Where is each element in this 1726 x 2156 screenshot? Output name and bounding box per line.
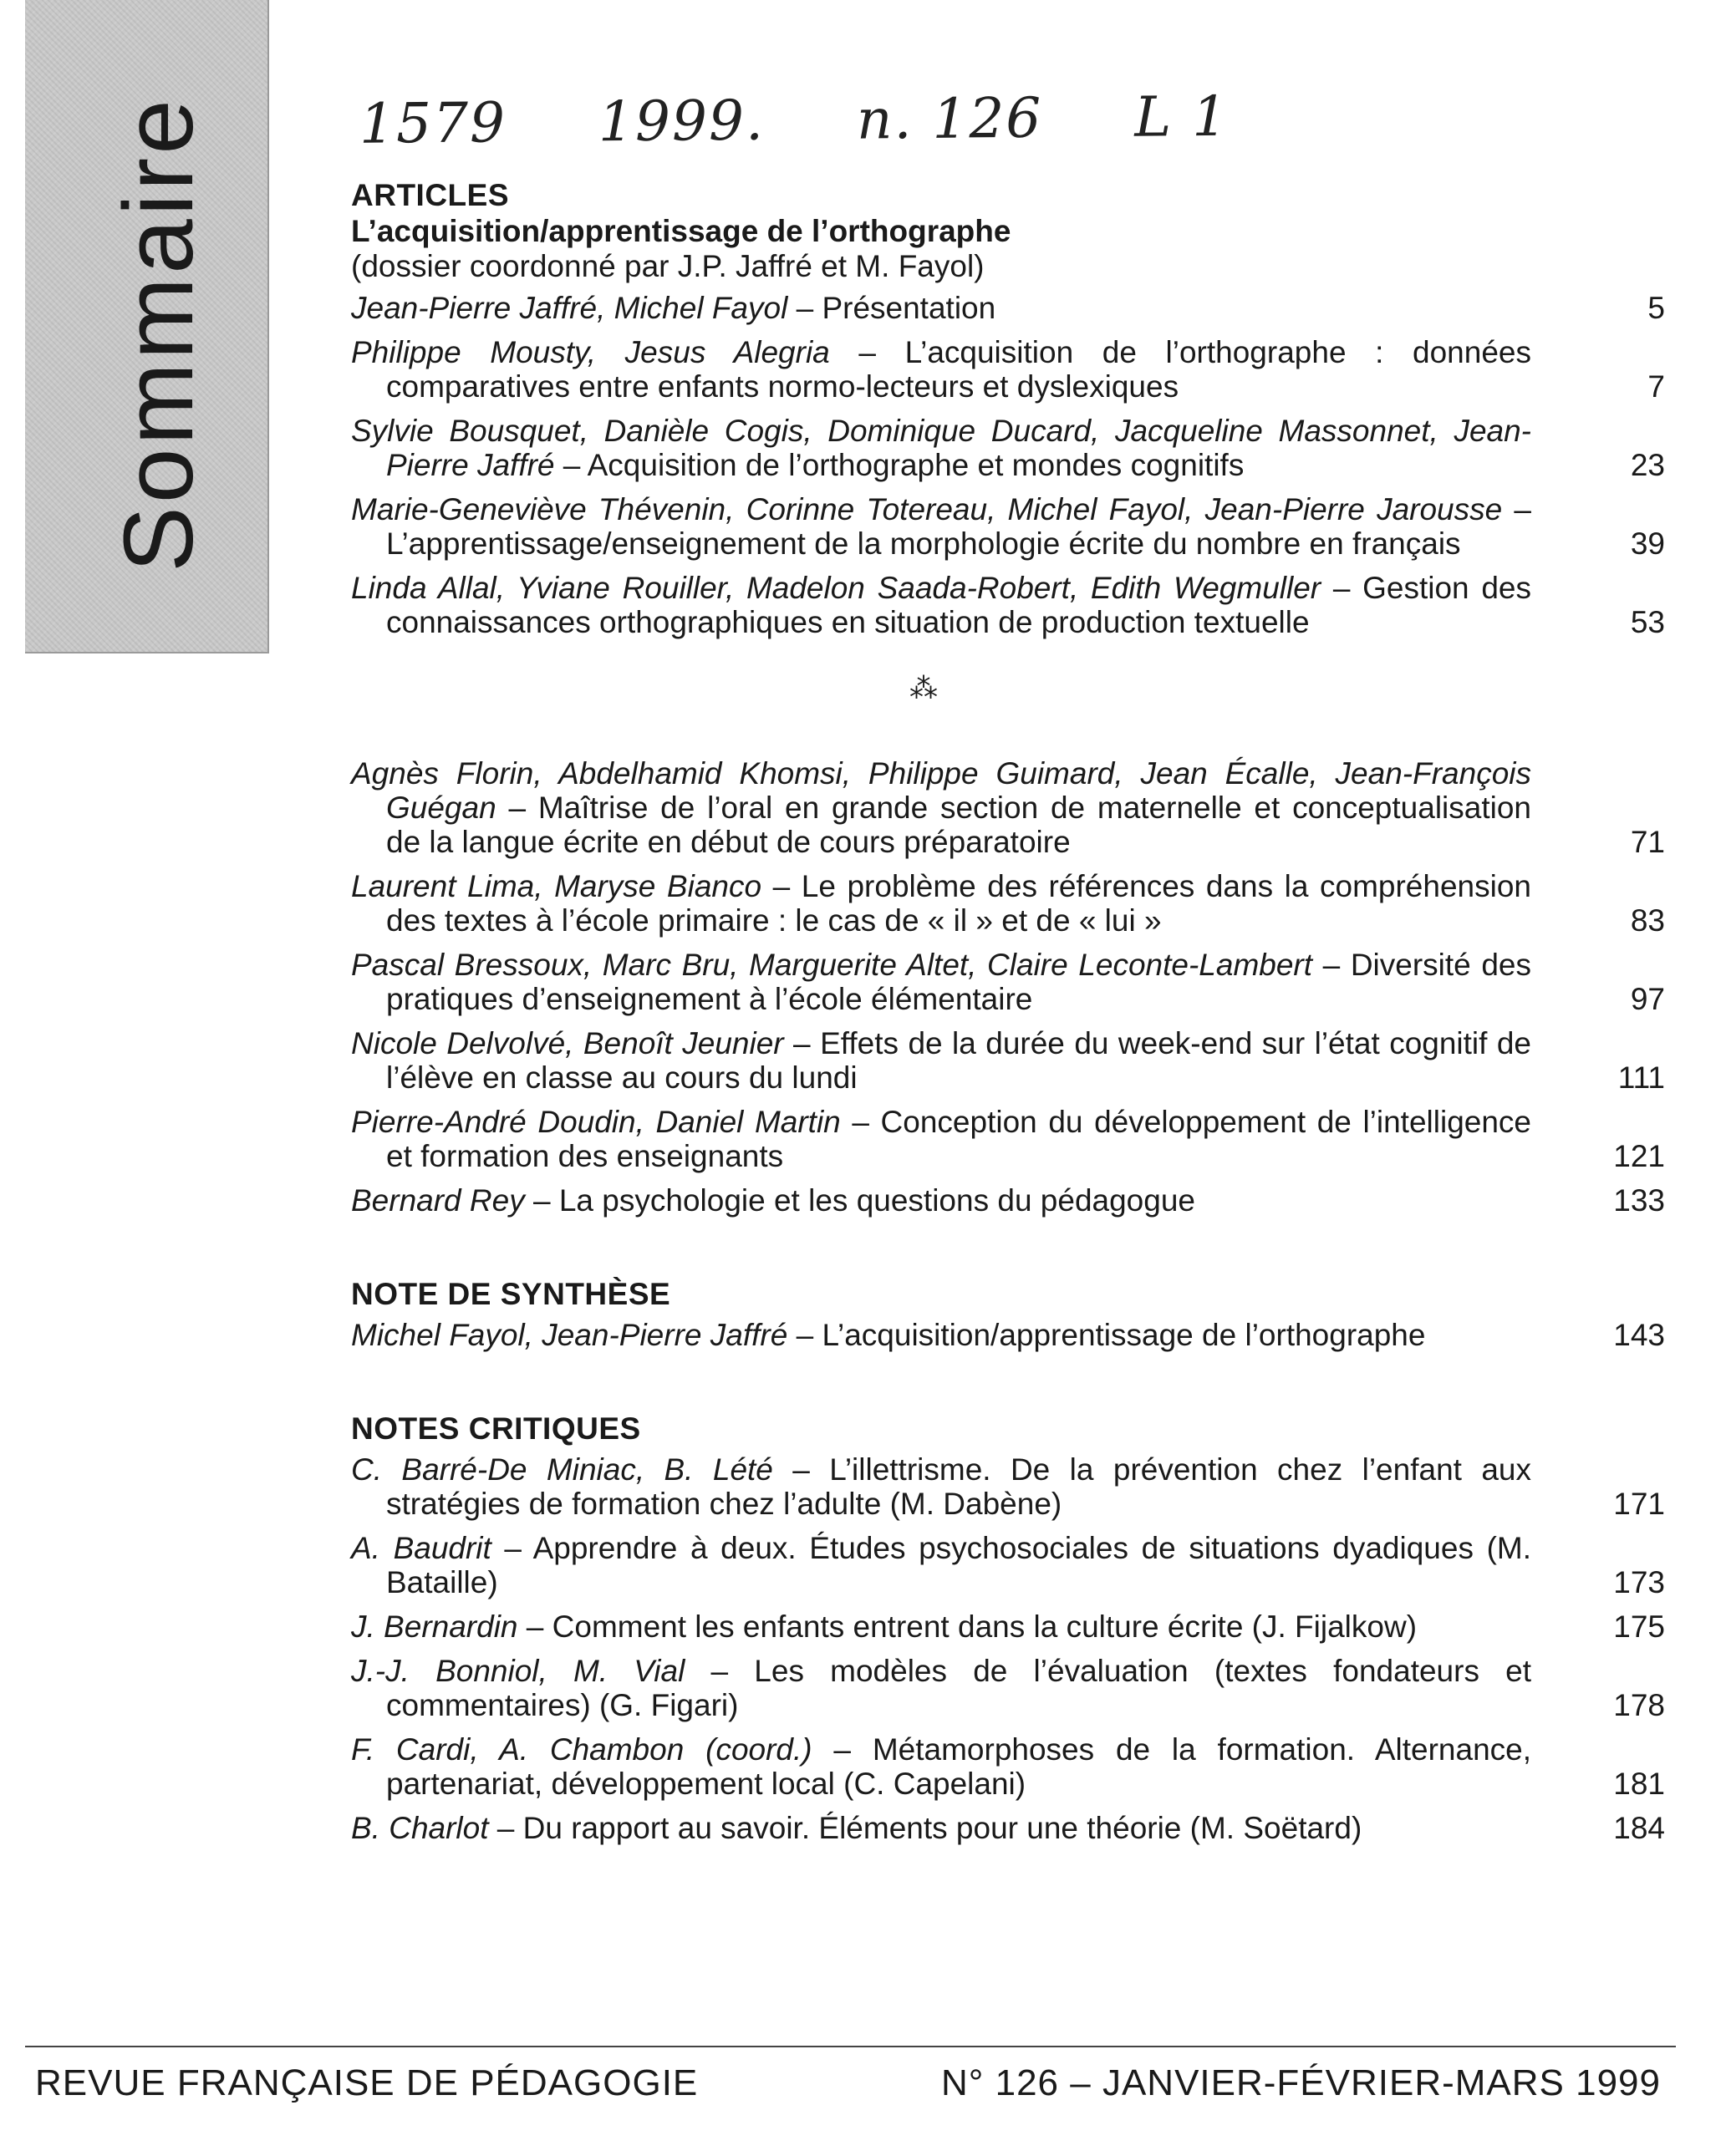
toc-entry-authors: F. Cardi, A. Chambon (coord.) bbox=[351, 1732, 812, 1767]
toc-entry-title: Conception du développement de l’intelligence et formation des enseignants bbox=[386, 1105, 1532, 1173]
toc-entry bbox=[351, 1318, 1672, 1352]
handnote-part: n. 126 bbox=[856, 85, 1043, 152]
toc-entry-separator: – bbox=[812, 1732, 873, 1767]
toc-entry-text bbox=[351, 756, 1531, 859]
toc-entry-text bbox=[351, 1183, 1531, 1218]
toc-entry-separator: – bbox=[840, 1105, 881, 1139]
handnote-part: L 1 bbox=[1134, 84, 1230, 150]
toc-entry bbox=[351, 1183, 1672, 1218]
toc-entry-separator: – bbox=[787, 291, 822, 325]
handwritten-call-number bbox=[359, 84, 1280, 156]
toc-entry-text bbox=[351, 1654, 1531, 1722]
toc-entry-separator: – bbox=[772, 1452, 830, 1487]
toc-entry bbox=[351, 869, 1672, 938]
toc-entry-title: L’illettrisme. De la prévention chez l’enfant aux stratégies de formation chez l’adulte (M. Dabène) bbox=[386, 1452, 1531, 1521]
toc-entry-text bbox=[351, 291, 1531, 325]
toc-entry-title: L’acquisition/apprentissage de l’orthographe bbox=[822, 1318, 1426, 1352]
toc-entry-authors: J.-J. Bonniol, M. Vial bbox=[351, 1654, 685, 1688]
toc-entry-title: Acquisition de l’orthographe et mondes cognitifs bbox=[587, 448, 1245, 482]
toc-entry-authors: C. Barré-De Miniac, B. Lété bbox=[351, 1452, 773, 1487]
toc-entry-title: Apprendre à deux. Études psychosociales de situations dyadiques (M. Bataille) bbox=[386, 1531, 1531, 1599]
toc-entry-authors: Jean-Pierre Jaffré, Michel Fayol bbox=[351, 291, 788, 325]
toc-entry-authors: Michel Fayol, Jean-Pierre Jaffré bbox=[351, 1318, 788, 1352]
toc-entry-page: 143 bbox=[1613, 1318, 1665, 1352]
toc-entry-page: 178 bbox=[1613, 1688, 1665, 1722]
toc-entry bbox=[351, 1732, 1672, 1801]
toc-entry-text bbox=[351, 1452, 1531, 1521]
toc-entry-separator: – bbox=[1502, 492, 1531, 526]
critiques-list bbox=[351, 1452, 1672, 1845]
toc-entry bbox=[351, 1609, 1672, 1644]
section-heading-critiques: NOTES CRITIQUES bbox=[351, 1411, 641, 1446]
toc-entry-text bbox=[351, 1531, 1531, 1599]
toc-entry-text bbox=[351, 1732, 1531, 1801]
toc-entry-page: 53 bbox=[1630, 605, 1665, 639]
toc-entry-title: La psychologie et les questions du pédagogue bbox=[558, 1183, 1195, 1218]
toc-entry bbox=[351, 1026, 1672, 1095]
toc-entry-page: 121 bbox=[1613, 1139, 1665, 1173]
toc-entry bbox=[351, 948, 1672, 1016]
toc-entry-title: L’apprentissage/enseignement de la morphologie écrite du nombre en français bbox=[386, 526, 1461, 561]
synthese-list bbox=[351, 1318, 1672, 1352]
footer-journal-name: REVUE FRANÇAISE DE PÉDAGOGIE bbox=[35, 2062, 699, 2103]
toc-entry-authors: Sylvie Bousquet, Danièle Cogis, Dominique Ducard, Jacqueline Massonnet, Jean-Pierre Jaffré bbox=[351, 414, 1531, 482]
toc-entry-title: L’acquisition de l’orthographe : données comparatives entre enfants normo-lecteurs et dyslexiques bbox=[386, 335, 1531, 404]
toc-entry-page: 83 bbox=[1630, 903, 1665, 938]
toc-entry-title: Les modèles de l’évaluation (textes fondateurs et commentaires) (G. Figari) bbox=[386, 1654, 1532, 1722]
toc-entry-authors: Marie-Geneviève Thévenin, Corinne Totereau, Michel Fayol, Jean-Pierre Jarousse bbox=[351, 492, 1503, 526]
toc-entry bbox=[351, 1531, 1672, 1599]
toc-entry-page: 5 bbox=[1647, 291, 1665, 325]
toc-entry-separator: – bbox=[491, 1531, 533, 1565]
toc-entry-separator: – bbox=[488, 1811, 523, 1845]
toc-entry-authors: Nicole Delvolvé, Benoît Jeunier bbox=[351, 1026, 784, 1060]
toc-entry-separator: – bbox=[685, 1654, 755, 1688]
toc-entry-title: Effets de la durée du week-end sur l’état cognitif de l’élève en classe au cours du lundi bbox=[386, 1026, 1532, 1095]
dossier-title: L’acquisition/apprentissage de l’orthographe bbox=[351, 214, 1011, 248]
toc-entry-separator: – bbox=[787, 1318, 822, 1352]
toc-entry-title: Gestion des connaissances orthographiques en situation de production textuelle bbox=[386, 571, 1531, 639]
toc-entry-authors: A. Baudrit bbox=[351, 1531, 491, 1565]
toc-entry-title: Métamorphoses de la formation. Alternance, partenariat, développement local (C. Capelani) bbox=[386, 1732, 1532, 1801]
toc-entry-page: 39 bbox=[1630, 526, 1665, 561]
toc-entry bbox=[351, 1811, 1672, 1845]
toc-entry-separator: – bbox=[761, 869, 802, 903]
toc-entry-page: 181 bbox=[1613, 1767, 1665, 1801]
toc-entry bbox=[351, 756, 1672, 859]
toc-entry-authors: Philippe Mousty, Jesus Alegria bbox=[351, 335, 830, 369]
footer-rule bbox=[25, 2046, 1676, 2047]
toc-entry-page: 184 bbox=[1613, 1811, 1665, 1845]
toc-entry-text bbox=[351, 1609, 1531, 1644]
toc-entry-text bbox=[351, 571, 1531, 639]
toc-entry-page: 133 bbox=[1613, 1183, 1665, 1218]
toc-entry-text bbox=[351, 335, 1531, 404]
toc-entry bbox=[351, 1654, 1672, 1722]
handnote-part: 1579 bbox=[359, 90, 507, 156]
toc-entry bbox=[351, 1105, 1672, 1173]
toc-entry-separator: – bbox=[496, 791, 538, 825]
toc-entry-separator: – bbox=[524, 1183, 559, 1218]
toc-entry-text bbox=[351, 414, 1531, 482]
toc-entry-separator: – bbox=[1312, 948, 1351, 982]
toc-entry-title: Comment les enfants entrent dans la culture écrite (J. Fijalkow) bbox=[552, 1609, 1418, 1644]
toc-entry-text bbox=[351, 1026, 1531, 1095]
toc-entry-text bbox=[351, 948, 1531, 1016]
toc-entry-authors: Bernard Rey bbox=[351, 1183, 525, 1218]
section-heading-synthese: NOTE DE SYNTHÈSE bbox=[351, 1277, 671, 1311]
toc-entry bbox=[351, 492, 1672, 561]
section-heading-articles: ARTICLES bbox=[351, 178, 509, 212]
toc-entry-page: 71 bbox=[1630, 825, 1665, 859]
side-band bbox=[25, 0, 269, 653]
toc-entry-separator: – bbox=[829, 335, 905, 369]
toc-entry-page: 111 bbox=[1617, 1060, 1665, 1095]
side-title: Sommaire bbox=[104, 96, 214, 572]
toc-entry-page: 173 bbox=[1613, 1565, 1665, 1599]
toc-entry-page: 175 bbox=[1613, 1609, 1665, 1644]
asterism-divider: ⁂ bbox=[909, 673, 938, 704]
toc-entry bbox=[351, 1452, 1672, 1521]
footer-issue: N° 126 – JANVIER-FÉVRIER-MARS 1999 bbox=[941, 2062, 1661, 2103]
toc-entry-title: Diversité des pratiques d’enseignement à l’école élémentaire bbox=[386, 948, 1532, 1016]
toc-entry-separator: – bbox=[554, 448, 588, 482]
toc-entry bbox=[351, 571, 1672, 639]
articles-list-continued bbox=[351, 756, 1672, 1218]
toc-entry-title: Présentation bbox=[822, 291, 996, 325]
toc-entry-authors: Agnès Florin, Abdelhamid Khomsi, Philippe Guimard, Jean Écalle, Jean-François Guégan bbox=[351, 756, 1531, 825]
toc-entry-authors: B. Charlot bbox=[351, 1811, 489, 1845]
toc-entry-page: 7 bbox=[1647, 369, 1665, 404]
toc-entry-separator: – bbox=[783, 1026, 821, 1060]
toc-entry bbox=[351, 291, 1672, 325]
toc-entry-text bbox=[351, 492, 1531, 561]
toc-entry bbox=[351, 335, 1672, 404]
toc-entry-text bbox=[351, 1811, 1531, 1845]
toc-entry-authors: Linda Allal, Yviane Rouiller, Madelon Saada-Robert, Edith Wegmuller bbox=[351, 571, 1321, 605]
toc-entry-text bbox=[351, 869, 1531, 938]
toc-entry-authors: Pascal Bressoux, Marc Bru, Marguerite Altet, Claire Leconte-Lambert bbox=[351, 948, 1313, 982]
toc-entry-separator: – bbox=[517, 1609, 552, 1644]
toc-entry-page: 171 bbox=[1613, 1487, 1665, 1521]
toc-entry-authors: Laurent Lima, Maryse Bianco bbox=[351, 869, 762, 903]
dossier-subtitle: (dossier coordonné par J.P. Jaffré et M. Fayol) bbox=[351, 249, 985, 283]
toc-entry-text bbox=[351, 1105, 1531, 1173]
toc-entry-separator: – bbox=[1321, 571, 1363, 605]
toc-entry-authors: J. Bernardin bbox=[351, 1609, 518, 1644]
toc-entry bbox=[351, 414, 1672, 482]
toc-entry-page: 23 bbox=[1630, 448, 1665, 482]
toc-entry-text bbox=[351, 1318, 1531, 1352]
toc-entry-title: Le problème des références dans la compréhension des textes à l’école primaire : le cas de « il » et de « lui » bbox=[386, 869, 1531, 938]
toc-entry-title: Du rapport au savoir. Éléments pour une théorie (M. Soëtard) bbox=[522, 1811, 1362, 1845]
table-of-contents bbox=[351, 177, 1672, 1855]
handnote-part: 1999. bbox=[598, 88, 766, 155]
toc-entry-authors: Pierre-André Doudin, Daniel Martin bbox=[351, 1105, 841, 1139]
toc-entry-page: 97 bbox=[1630, 982, 1665, 1016]
toc-entry-title: Maîtrise de l’oral en grande section de maternelle et conceptualisation de la langue écrite en début de cours préparatoire bbox=[386, 791, 1531, 859]
articles-list bbox=[351, 291, 1672, 639]
